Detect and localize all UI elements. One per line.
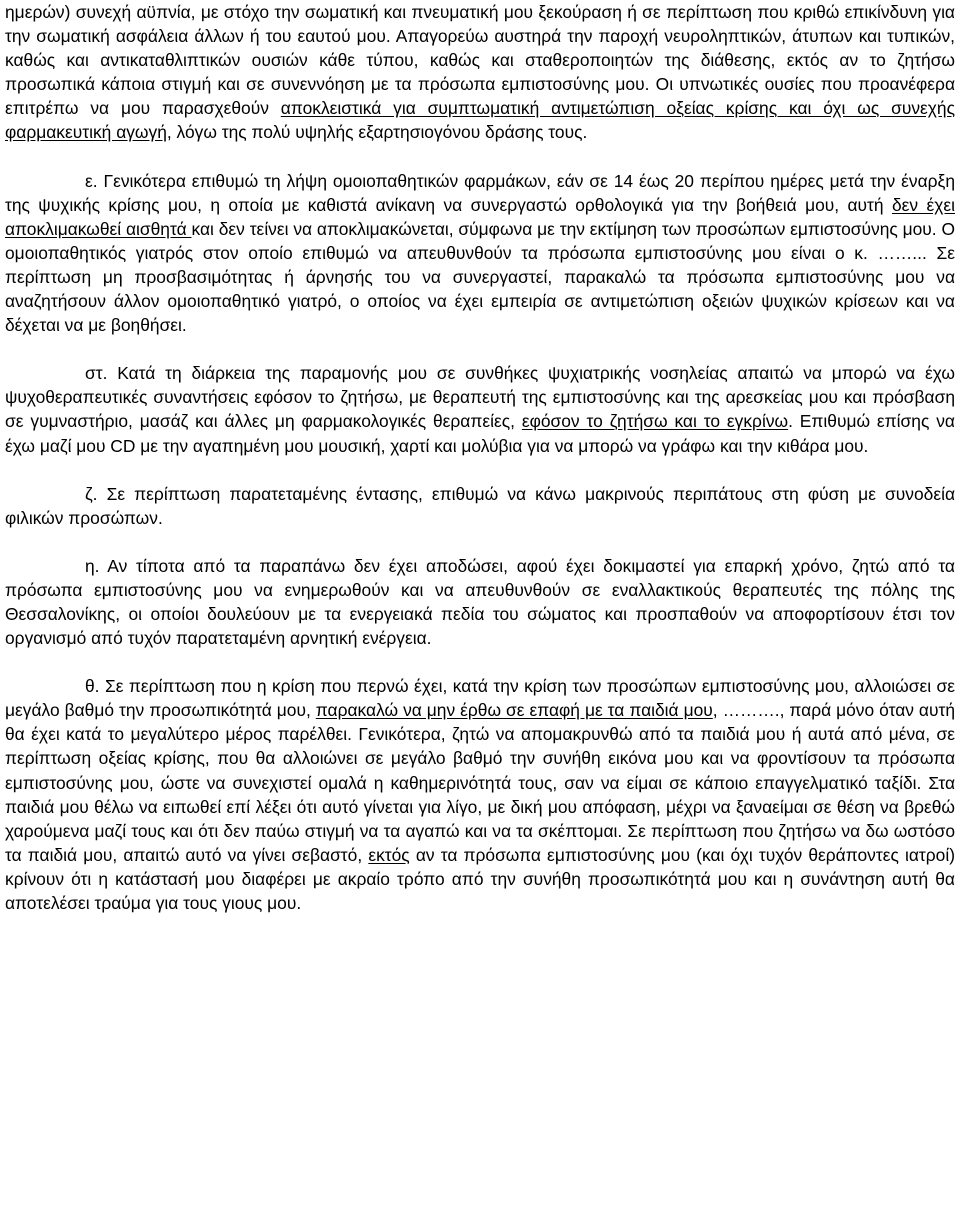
text-segment: , ………., παρά μόνο όταν αυτή θα έχει κατά το μεγαλύτερο μέρος παρέλθει. Γενικότερα, ζητώ να απομακρυνθώ από τα παιδιά μου ή αυτά από μένα, σε περίπτωση οξείας κρίσης, που θα αλλοιώνει σε μεγάλο βαθμό την συνήθη εικόνα μου και να φροντίσουν τα πρόσωπα εμπιστοσύνης μου, ώστε να συνεχιστεί ομαλά η καθημερινότητά τους, σαν να είμαι σε κάποιο επαγγελματικό ταξίδι. Στα παιδιά μου θέλω να ειπωθεί επί λέξει ότι αυτό γίνεται για λίγο, με δική μου απόφαση, μέχρι να ξαναείμαι σε θέση να βρεθώ χαρούμενα μαζί τους και ότι δεν παύω στιγμή να τα αγαπώ και να τα σκέπτομαι. Σε περίπτωση που ζητήσω να δω ωστόσο τα παιδιά μου, απαιτώ αυτό να γίνει σεβαστό, (5, 700, 956, 865)
paragraph-spacer (5, 337, 955, 361)
text-segment: στ. Κατά τη διάρκεια της παραμονής μου σε συνθήκες ψυχιατρικής νοσηλείας απαιτώ να μπορώ να έχω ψυχοθεραπευτικές συναντήσεις εφόσον το ζητήσω, με θεραπευτή της εμπιστοσύνης και της αρεσκείας μου και πρόσβαση σε γυμναστήριο, μασάζ και άλλες μη φαρμακολογικές θεραπείες, (5, 363, 955, 432)
underlined-text: εκτός (368, 844, 410, 865)
paragraph-i (5, 554, 955, 650)
paragraph-st (5, 361, 955, 457)
text-segment: η. Αν τίποτα από τα παραπάνω δεν έχει αποδώσει, αφού έχει δοκιμαστεί για επαρκή χρόνο, ζητώ από τα πρόσωπα εμπιστοσύνης μου να ενημερωθούν και να απευθυνθούν σε εναλλακτικούς θεραπευτές της πόλης της Θεσσαλονίκης, οι οποίοι δουλεύουν με τα ενεργειακά πεδία του σώματος και προσπαθούν να αποφορτίσουν έτσι τον οργανισμό από τυχόν παρατεταμένη αρνητική ενέργεια. (5, 555, 955, 649)
paragraph-spacer (5, 145, 955, 169)
paragraph-e (5, 169, 955, 338)
paragraph-spacer (5, 530, 955, 554)
text-segment: και δεν τείνει να αποκλιμακώνεται, σύμφωνα με την εκτίμηση των προσώπων εμπιστοσύνης μου. Ο ομοιοπαθητικός γιατρός στον οποίο επιθυμώ να απευθυνθούν τα πρόσωπα εμπιστοσύνης μου είναι ο κ. ……... Σε περίπτωση μη προσβασιμότητας ή άρνησής του να συνεργαστεί, παρακαλώ τα πρόσωπα εμπιστοσύνης μου να αναζητήσουν άλλον ομοιοπαθητικό γιατρό, ο οποίος να έχει εμπειρία σε αντιμετώπιση οξειών ψυχικών κρίσεων και να δέχεται να με βοηθήσει. (5, 218, 955, 336)
text-segment: ζ. Σε περίπτωση παρατεταμένης έντασης, επιθυμώ να κάνω μακρινούς περιπάτους στη φύση με συνοδεία φιλικών προσώπων. (5, 483, 955, 528)
paragraph-th (5, 674, 955, 915)
text-segment: ε. Γενικότερα επιθυμώ τη λήψη ομοιοπαθητικών φαρμάκων, εάν σε 14 έως 20 περίπου ημέρες μετά την έναρξη της ψυχικής κρίσης μου, η οποία με καθιστά ανίκανη να συνεργαστώ ορθολογικά για την βοήθειά μου, αυτή (5, 170, 955, 215)
underlined-text: αποκλειστικά για συμπτωματική αντιμετώπιση οξείας κρίσης και όχι ως συνεχής φαρμακευτική αγωγή (5, 98, 955, 143)
underlined-text: εφόσον το ζητήσω και το εγκρίνω (521, 411, 789, 432)
paragraph-spacer (5, 650, 955, 674)
paragraph-continuation (5, 0, 955, 145)
underlined-text: δεν έχει αποκλιμακωθεί αισθητά (5, 194, 955, 239)
text-segment: ημερών) συνεχή αϋπνία, με στόχο την σωματική και πνευματική μου ξεκούραση ή σε περίπτωση που κριθώ επικίνδυνη για την σωματική ασφάλεια άλλων ή του εαυτού μου. Απαγορεύω αυστηρά την παροχή νευροληπτικών, άτυπων και τυπικών, καθώς και αντικαταθλιπτικών ουσιών κάθε τύπου, καθώς και σταθεροποιητών της διάθεσης, εκτός αν το ζητήσω προσωπικά κάποια στιγμή και σε συνεννόηση με τα πρόσωπα εμπιστοσύνης μου. Οι υπνωτικές ουσίες που προανέφερα επιτρέπω να μου παρασχεθούν (5, 2, 955, 119)
text-segment: αν τα πρόσωπα εμπιστοσύνης μου (και όχι τυχόν θεράποντες ιατροί) κρίνουν ότι η κατάστασή μου διαφέρει με ακραίο τρόπο από την συνήθη προσωπικότητά μου και η συνάντηση αυτή θα αποτελέσει τραύμα για τους γιους μου. (5, 844, 955, 913)
underlined-text: παρακαλώ να μην έρθω σε επαφή με τα παιδιά μου (315, 700, 713, 721)
text-segment: θ. Σε περίπτωση που η κρίση που περνώ έχει, κατά την κρίση των προσώπων εμπιστοσύνης μου, αλλοιώσει σε μεγάλο βαθμό την προσωπικότητά μου, (5, 676, 955, 721)
text-segment: . Επιθυμώ επίσης να έχω μαζί μου CD με την αγαπημένη μου μουσική, χαρτί και μολύβια για να μπορώ να γράφω και την κιθάρα μου. (5, 411, 955, 456)
text-segment: , λόγω της πολύ υψηλής εξαρτησιογόνου δράσης τους. (166, 122, 588, 143)
paragraph-spacer (5, 458, 955, 482)
paragraph-z (5, 482, 955, 530)
